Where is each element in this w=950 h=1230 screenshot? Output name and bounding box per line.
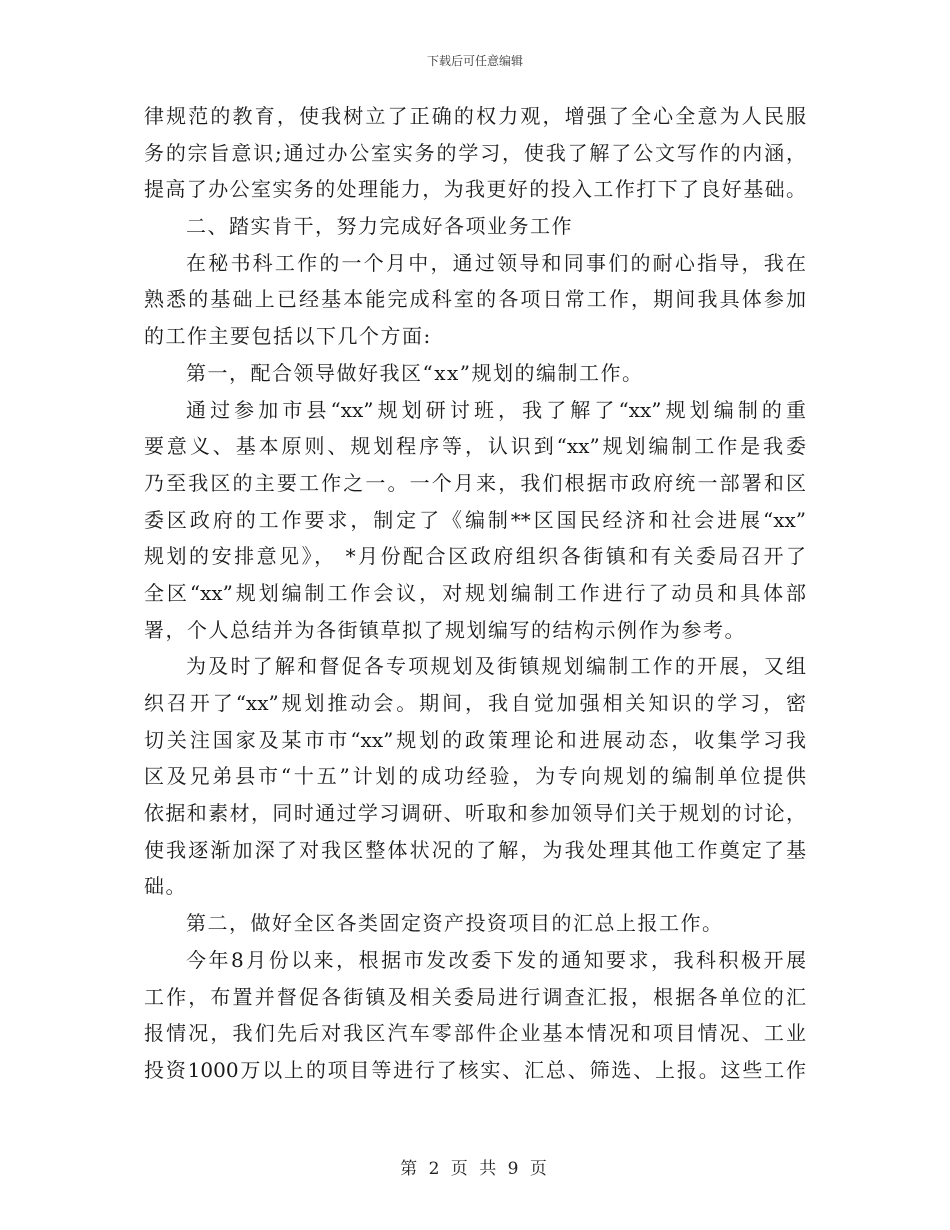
body-line: 报情况，我们先后对我区汽车零部件企业基本情况和项目情况、工业 <box>144 1021 806 1046</box>
body-line: 的工作主要包括以下几个方面: <box>144 324 432 349</box>
body-line: 委区政府的工作要求，制定了《编制**区国民经济和社会进展“xx” <box>144 507 806 532</box>
section-heading: 二、踏实肯干，努力完成好各项业务工作 <box>186 214 573 239</box>
body-line: 务的宗旨意识;通过办公室实务的学习，使我了解了公文写作的内涵， <box>144 140 806 165</box>
body-line: 在秘书科工作的一个月中，通过领导和同事们的耐心指导，我在 <box>186 250 806 275</box>
page-header: 下载后可任意编辑 <box>426 54 523 68</box>
body-line: 通过参加市县“xx”规划研讨班，我了解了“xx”规划编制的重 <box>186 397 806 422</box>
body-line: 全区“xx”规划编制工作会议，对规划编制工作进行了动员和具体部 <box>144 580 806 605</box>
body-line: 乃至我区的主要工作之一。一个月来，我们根据市政府统一部署和区 <box>144 470 806 495</box>
page-footer: 第 2 页 共 9 页 <box>400 1159 550 1179</box>
body-line: 规划的安排意见》， *月份配合区政府组织各街镇和有关委局召开了 <box>144 544 806 569</box>
body-line: 律规范的教育，使我树立了正确的权力观，增强了全心全意为人民服 <box>144 104 806 128</box>
body-line: 熟悉的基础上已经基本能完成科室的各项日常工作，期间我具体参加 <box>144 287 806 312</box>
body-line: 署，个人总结并为各街镇草拟了规划编写的结构示例作为参考。 <box>144 617 746 642</box>
body-line: 今年8月份以来，根据市发改委下发的通知要求，我科积极开展 <box>186 947 806 972</box>
document-body <box>144 98 806 1089</box>
subsection-heading: 第一，配合领导做好我区“xx”规划的编制工作。 <box>186 360 644 385</box>
body-line: 切关注国家及某市市“xx”规划的政策理论和进展动态，收集学习我 <box>144 727 806 752</box>
body-line: 工作，布置并督促各街镇及相关委局进行调查汇报，根据各单位的汇 <box>144 984 806 1009</box>
body-line: 础。 <box>144 874 187 899</box>
body-line: 要意义、基本原则、规划程序等，认识到“xx”规划编制工作是我委 <box>144 434 806 459</box>
body-line: 织召开了“xx”规划推动会。期间，我自觉加强相关知识的学习，密 <box>144 691 806 715</box>
body-line: 依据和素材，同时通过学习调研、听取和参加领导们关于规划的讨论， <box>144 801 806 826</box>
body-line: 为及时了解和督促各专项规划及街镇规划编制工作的开展，又组 <box>186 654 806 679</box>
body-line: 提高了办公室实务的处理能力，为我更好的投入工作打下了良好基础。 <box>144 177 806 202</box>
body-line: 区及兄弟县市“十五”计划的成功经验，为专向规划的编制单位提供 <box>144 764 806 789</box>
body-line: 投资1000万以上的项目等进行了核实、汇总、筛选、上报。这些工作 <box>144 1057 806 1082</box>
subsection-heading: 第二，做好全区各类固定资产投资项目的汇总上报工作。 <box>186 911 724 936</box>
body-line: 使我逐渐加深了对我区整体状况的了解，为我处理其他工作奠定了基 <box>144 837 806 862</box>
